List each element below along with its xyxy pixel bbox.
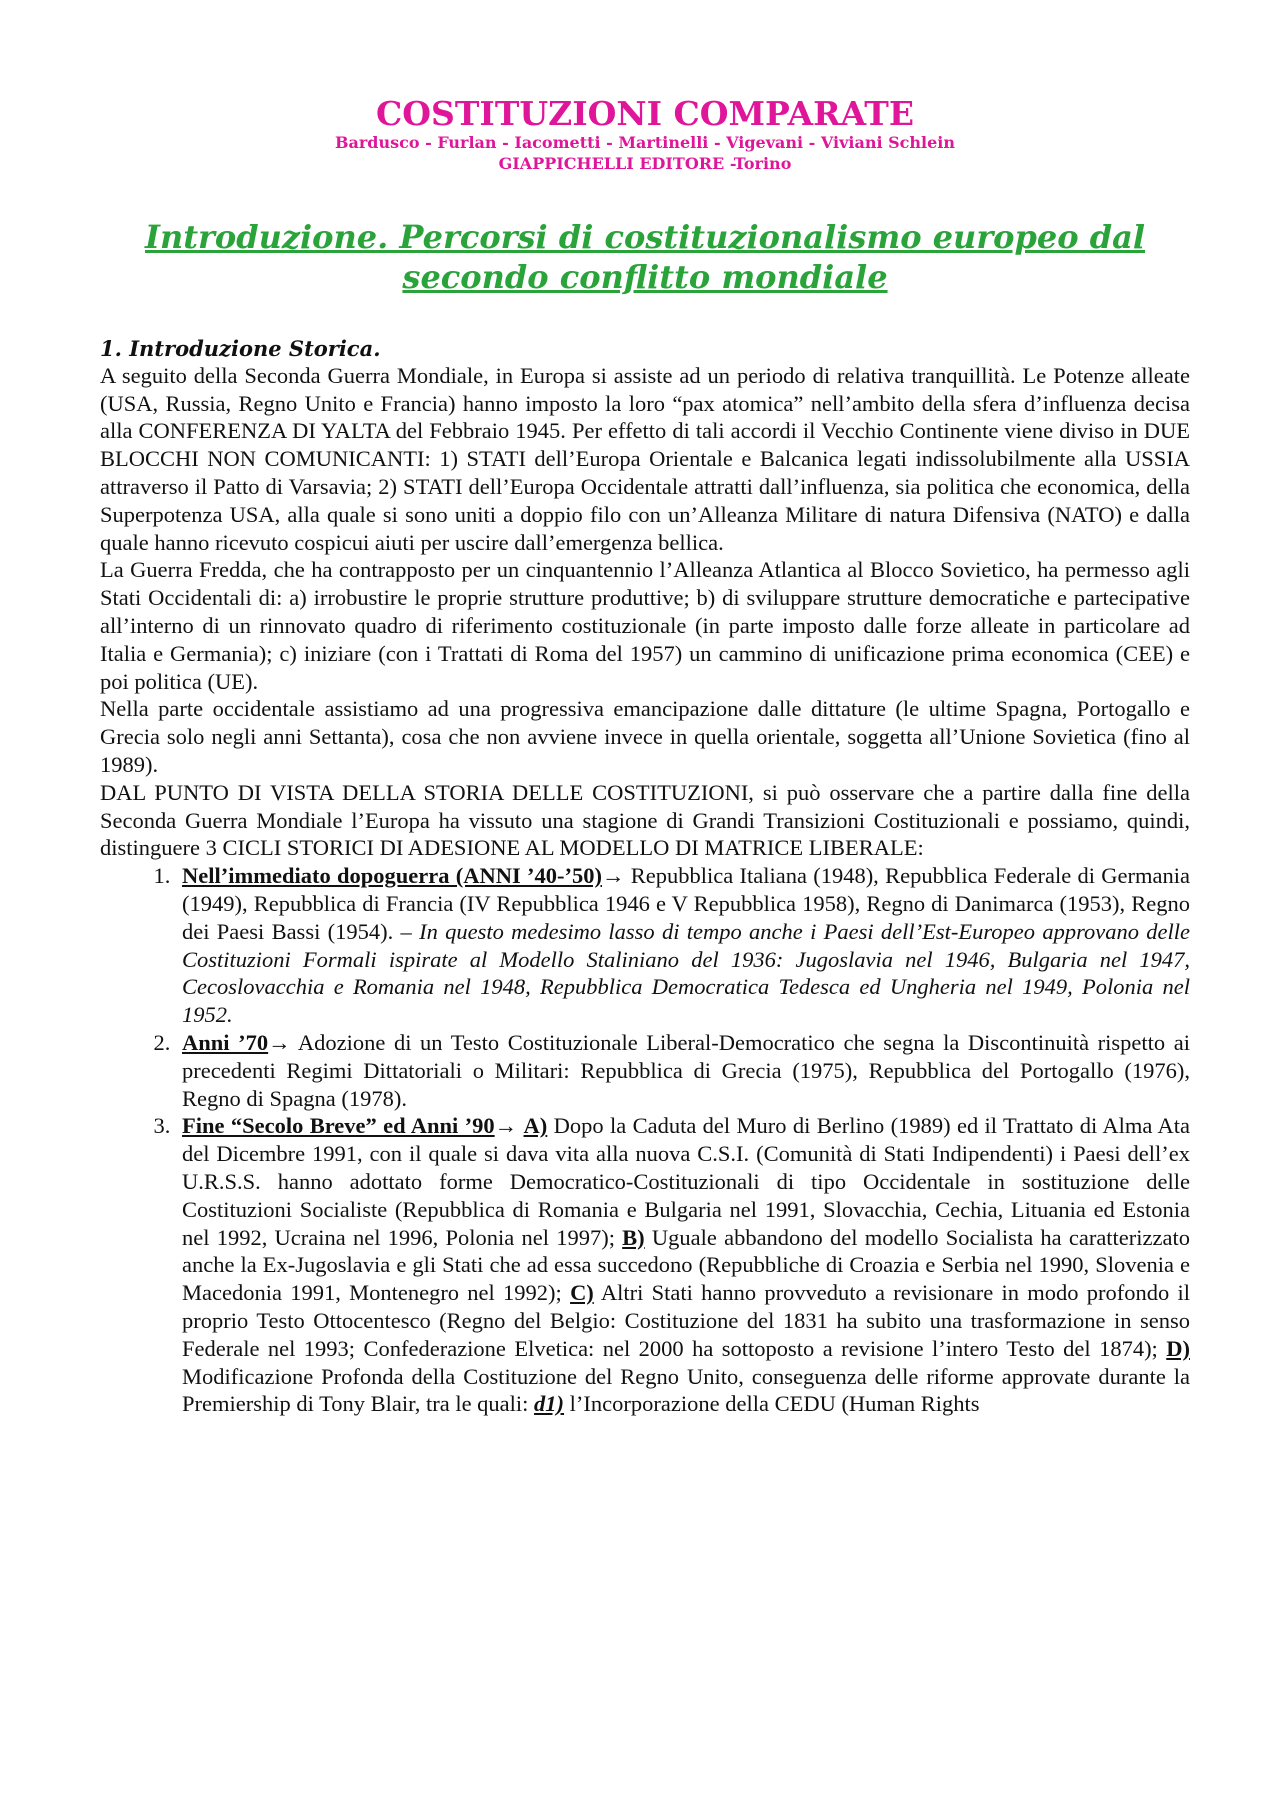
marker-d1: d1) bbox=[534, 1391, 565, 1417]
section-heading: 1. Introduzione Storica. bbox=[100, 335, 381, 361]
cycle-1-label: Nell’immediato dopoguerra (ANNI ’40-’50) bbox=[182, 863, 602, 889]
cycle-2-label: Anni ’70 bbox=[182, 1029, 269, 1055]
list-item bbox=[176, 862, 1190, 1029]
arrow-icon: → bbox=[601, 863, 625, 889]
marker-c: C) bbox=[570, 1280, 594, 1306]
cycle-3-text-a: Dopo la Caduta del Muro di Berlino (1989) ed il Trattato di Alma Ata del Dicembre 1991, con il quale si dava vita alla nuova C.S.I. (Comunità di Stati Indipendenti) i Paesi dell’ex U.R.S.S. hanno adottato forme Democratico-Costituzionali di tipo Occidentale in sostituzione delle Costituzioni Socialiste (Repubblica di Romania e Bulgaria nel 1991, Slovacchia, Cechia, Lituania ed Estonia nel 1992, Ucraina nel 1996, Polonia nel 1997); bbox=[182, 1113, 1191, 1250]
paragraph-yalta: A seguito della Seconda Guerra Mondiale, in Europa si assiste ad un periodo di relativa tranquillità. Le Potenze alleate (USA, Russia, Regno Unito e Francia) hanno imposto la loro “pax atomica” nell’ambito della sfera d’influenza decisa alla CONFERENZA DI YALTA del Febbraio 1945. Per effetto di tali accordi il Vecchio Continente viene diviso in DUE BLOCCHI NON COMUNICANTI: 1) STATI dell’Europa Orientale e Balcanica legati indissolubilmente alla USSIA attraverso il Patto di Varsavia; 2) STATI dell’Europa Occidentale attratti dall’influenza, sia politica che economica, della Superpotenza USA, alla quale si sono uniti a doppio filo con un’Alleanza Militare di natura Difensiva (NATO) e dalla quale hanno ricevuto cospicui aiuti per uscire dall’emergenza bellica. bbox=[100, 362, 1190, 555]
arrow-icon: → bbox=[494, 1113, 518, 1139]
marker-a: A) bbox=[523, 1113, 548, 1139]
book-title: COSTITUZIONI COMPARATE bbox=[375, 94, 915, 133]
paragraph-cicli-storici: DAL PUNTO DI VISTA DELLA STORIA DELLE COSTITUZIONI, si può osservare che a partire dalla fine della Seconda Guerra Mondiale l’Europa ha vissuto una stagione di Grandi Transizioni Costituzionali e possiamo, quindi, distinguere 3 CICLI STORICI DI ADESIONE AL MODELLO DI MATRICE LIBERALE: bbox=[100, 779, 1190, 861]
book-publisher: GIAPPICHELLI EDITORE -Torino bbox=[498, 153, 792, 173]
marker-d: D) bbox=[1166, 1335, 1190, 1361]
cycle-3-text-d1: l’Incorporazione della CEDU (Human Rights bbox=[564, 1391, 980, 1417]
arrow-icon: → bbox=[268, 1029, 291, 1055]
list-item bbox=[176, 1029, 1190, 1112]
paragraph-guerra-fredda: La Guerra Fredda, che ha contrapposto per un cinquantennio l’Alleanza Atlantica al Blocco Sovietico, ha permesso agli Stati Occidentali di: a) irrobustire le proprie strutture produttive; b) di sviluppare strutture democratiche e partecipative all’interno di un rinnovato quadro di riferimento costituzionale (in parte imposto dalle forze alleate in particolare ad Italia e Germania); c) iniziare (con i Trattati di Roma del 1957) un cammino di unificazione prima economica (CEE) e poi politica (UE). bbox=[100, 557, 1190, 694]
introduction-title: Introduzione. Percorsi di costituzionalismo europeo dal secondo conflitto mondiale bbox=[144, 217, 1145, 296]
document-page bbox=[100, 95, 1190, 1418]
marker-b: B) bbox=[622, 1224, 645, 1250]
cycle-1-text: Repubblica Italiana (1948), Repubblica Federale di Germania (1949), Repubblica di Francia (IV Repubblica 1946 e V Repubblica 1958), Regno di Danimarca (1953), Regno dei Paesi Bassi (1954). – bbox=[182, 863, 1190, 944]
cycle-2-text: Adozione di un Testo Costituzionale Liberal-Democratico che segna la Discontinuità rispetto ai precedenti Regimi Dittatoriali o Militari: Repubblica di Grecia (1975), Repubblica del Portogallo (1976), Regno di Spagna (1978). bbox=[182, 1029, 1190, 1111]
list-item bbox=[176, 1112, 1190, 1418]
cycle-3-text-d: Modificazione Profonda della Costituzione del Regno Unito, conseguenza delle riforme approvate durante la Premiership di Tony Blair, tra le quali: bbox=[182, 1363, 1190, 1417]
cycle-1-italic-note: In questo medesimo lasso di tempo anche i Paesi dell’Est-Europeo approvano delle Costituzioni Formali ispirate al Modello Staliniano del 1936: Jugoslavia nel 1946, Bulgaria nel 1947, Cecoslovacchia e Romania nel 1948, Repubblica Democratica Tedesca ed Ungheria nel 1949, Polonia nel 1952. bbox=[182, 918, 1190, 1028]
cycle-3-text-c: Altri Stati hanno provveduto a revisionare in modo profondo il proprio Testo Ottocentesco (Regno del Belgio: Costituzione del 1831 ha subito una trasformazione in senso Federale nel 1993; Confederazione Elvetica: nel 2000 ha sottoposto a revisione l’intero Testo del 1874); bbox=[182, 1280, 1190, 1361]
book-authors: Bardusco - Furlan - Iacometti - Martinelli - Vigevani - Viviani Schlein bbox=[334, 132, 956, 152]
paragraph-emancipazione: Nella parte occidentale assistiamo ad una progressiva emancipazione dalle dittature (le ultime Spagna, Portogallo e Grecia solo negli anni Settanta), cosa che non avviene invece in quella orientale, soggetta all’Unione Sovietica (fino al 1989). bbox=[100, 696, 1190, 777]
cycle-3-text-b: Uguale abbandono del modello Socialista ha caratterizzato anche la Ex-Jugoslavia e gli Stati che ad essa succedono (Repubbliche di Croazia e Serbia nel 1990, Slovenia e Macedonia 1991, Montenegro nel 1992); bbox=[182, 1224, 1190, 1306]
cycle-3-label: Fine “Secolo Breve” ed Anni ’90 bbox=[182, 1113, 495, 1139]
cycles-list bbox=[100, 862, 1190, 1418]
